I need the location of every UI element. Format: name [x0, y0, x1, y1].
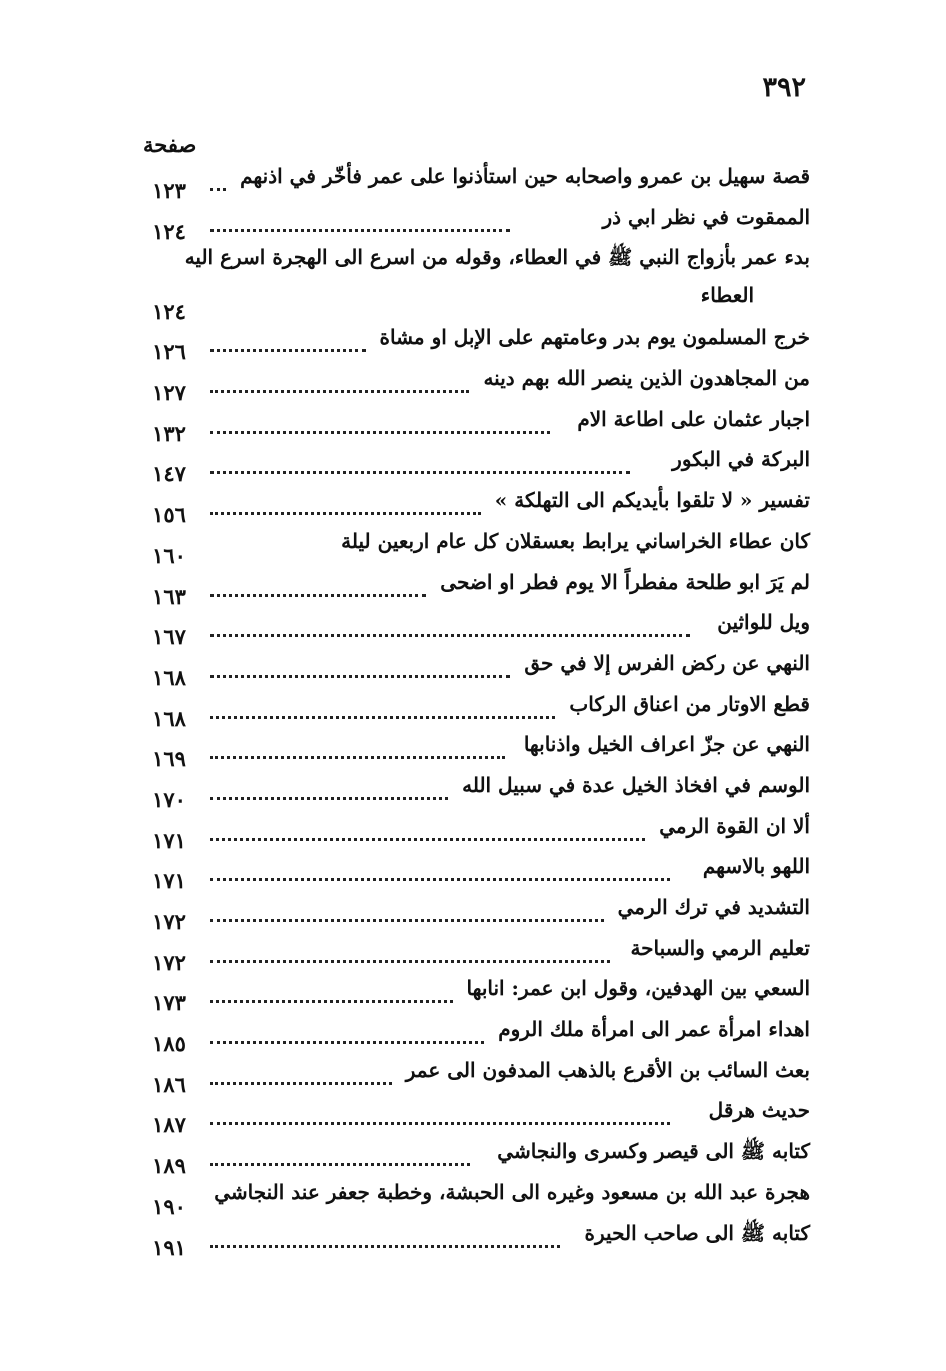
toc-entry-title: قصة سهيل بن عمرو واصحابه حين استأذنوا على عمر فأخّر في اذنهم [240, 164, 810, 188]
toc-entry-page: ١٧١ [152, 868, 186, 894]
toc-entry [140, 1137, 810, 1178]
toc-entry-page: ١٧١ [152, 827, 186, 853]
toc-entry-title: كتابه ﷺ الى صاحب الحيرة [584, 1220, 810, 1245]
dot-leader [210, 188, 226, 191]
toc-entry-title: تعليم الرمي والسباحة [630, 935, 810, 960]
toc-entry [140, 1015, 810, 1056]
toc-entry-page: ١٨٥ [152, 1031, 186, 1057]
toc-entry [140, 1096, 810, 1137]
dot-leader [210, 675, 510, 678]
toc-entry-page: ١٤٧ [152, 461, 186, 487]
toc-entry-page: ١٧٢ [152, 949, 186, 975]
toc-entry-page: ١٥٦ [152, 502, 186, 528]
dot-leader [210, 1245, 560, 1248]
dot-leader [210, 1082, 392, 1085]
toc-entry-title: اهداء امرأة عمر الى امرأة ملك الروم [498, 1017, 810, 1042]
toc-entry-title: اجبار عثمان على اطاعة الام [577, 406, 810, 431]
toc-entry-title: حديث هرقل [708, 1098, 810, 1123]
toc-entry-title: ويل للواثين [717, 610, 810, 635]
toc-entry [140, 608, 810, 649]
toc-entry-page: ١٢٣ [152, 178, 186, 203]
toc-entry [140, 974, 810, 1015]
dot-leader [210, 716, 555, 719]
toc-entry [140, 852, 810, 893]
toc-entry-title: اللهو بالاسهم [702, 854, 810, 879]
toc-entry [140, 893, 810, 934]
dot-leader [210, 390, 469, 393]
dot-leader [210, 1163, 470, 1166]
dot-leader [210, 878, 670, 881]
toc-entry-page: ١٦٣ [152, 583, 186, 609]
toc-entry [140, 486, 810, 527]
toc-entry [140, 649, 810, 690]
toc-entry-title: هجرة عبد الله بن مسعود وغيره الى الحبشة، وخطبة جعفر عند النجاشي [214, 1179, 810, 1204]
toc-entry [140, 364, 810, 405]
toc-entry-title: النهي عن ركض الفرس إلا في حق [524, 650, 810, 675]
dot-leader [210, 1122, 670, 1125]
dot-leader [210, 838, 645, 841]
toc-entry-page: ١٧٢ [152, 909, 186, 934]
toc-entry [140, 1178, 810, 1219]
toc-entry [140, 730, 810, 771]
toc-entry [140, 323, 810, 364]
toc-entry-title: التشديد في ترك الرمي [617, 895, 810, 919]
dot-leader [210, 756, 505, 759]
toc-entry-page: ١٩١ [152, 1234, 186, 1260]
toc-entry-page: ١٦٧ [152, 624, 186, 650]
toc-entry-title: النهي عن جزّ اعراف الخيل واذنابها [523, 732, 810, 757]
dot-leader [210, 349, 366, 352]
toc-entry-title: بعث السائب بن الأقرع بالذهب المدفون الى عمر [405, 1057, 810, 1082]
toc-entry-page: ١٦٠ [152, 542, 186, 568]
toc-entry-title: بدء عمر بأزواج النبي ﷺ في العطاء، وقوله من اسرع الى الهجرة اسرع اليه [184, 245, 810, 270]
toc-entry-page: ١٢٧ [152, 380, 186, 406]
dot-leader [210, 594, 426, 597]
toc-entry-page: ١٦٨ [152, 705, 186, 731]
dot-leader [210, 1041, 484, 1044]
dot-leader [210, 797, 448, 800]
toc-entry [140, 1219, 810, 1260]
toc-entry-page: ١٧٠ [152, 786, 186, 812]
toc-entry [140, 243, 810, 323]
toc-entry [140, 934, 810, 975]
toc-entry [140, 690, 810, 731]
dot-leader [210, 229, 510, 232]
toc-entry-title: لم يَرَ ابو طلحة مفطراً الا يوم فطر او اضحى [440, 569, 810, 594]
dot-leader [210, 919, 604, 922]
toc-entry [140, 1056, 810, 1097]
toc-entry-page: ١٢٤ [152, 218, 186, 244]
toc-entry-title: خرج المسلمون يوم بدر وعامتهم على الإبل او مشاة [379, 325, 810, 350]
toc-entry [140, 527, 810, 568]
toc-entry-title: البركة في البكور [672, 447, 810, 472]
toc-entry-title: السعي بين الهدفين، وقول ابن عمر: انابها [466, 976, 810, 1001]
toc-entry-title: ألا ان القوة الرمي [659, 813, 810, 838]
toc-entry [140, 405, 810, 446]
toc-entry-title: الوسم في افخاذ الخيل عدة في سبيل الله [462, 772, 810, 797]
dot-leader [210, 512, 481, 515]
toc-entry [140, 568, 810, 609]
toc-entry-title: قطع الاوتار من اعناق الركاب [569, 691, 810, 716]
toc-entry-page: ١٣٢ [152, 420, 186, 446]
dot-leader [210, 634, 690, 637]
toc-entry-page: ١٧٣ [152, 990, 186, 1016]
toc-entry-page: ١٦٩ [152, 746, 186, 772]
page-column-header: صفحة [143, 132, 197, 157]
toc-entry-page: ١٨٦ [152, 1071, 186, 1097]
toc-entry [140, 162, 810, 203]
toc-entry-title: كتابه ﷺ الى قيصر وكسرى والنجاشي [497, 1139, 810, 1164]
toc-entry-page: ١٨٧ [152, 1112, 186, 1138]
toc-entry [140, 445, 810, 486]
toc-entry [140, 203, 810, 244]
toc-entry-page: ١٢٦ [152, 339, 186, 365]
toc-entry-page: ١٦٨ [152, 664, 186, 690]
toc-entry-page: ١٨٩ [152, 1153, 186, 1179]
dot-leader [210, 431, 550, 434]
toc-entry [140, 812, 810, 853]
dot-leader [210, 960, 610, 963]
toc-entry [140, 771, 810, 812]
dot-leader [210, 471, 630, 474]
toc-entry-page: ١٩٠ [152, 1193, 186, 1219]
toc-entry-page: ١٢٤ [152, 299, 186, 325]
dot-leader [210, 1000, 453, 1003]
toc-entry-title-continued: العطاء [700, 283, 754, 308]
toc-entry-title: الممقوت في نظر ابي ذر [602, 204, 810, 229]
page-number: ٣٩٢ [762, 72, 806, 103]
toc-entry-title: تفسير « لا تلقوا بأيديكم الى التهلكة » [494, 488, 810, 513]
toc-entry-title: كان عطاء الخراساني يرابط بعسقلان كل عام اربعين ليلة [341, 528, 810, 553]
toc-entry-title: من المجاهدون الذين ينصر الله بهم دينه [483, 366, 810, 391]
table-of-contents [140, 162, 810, 1259]
